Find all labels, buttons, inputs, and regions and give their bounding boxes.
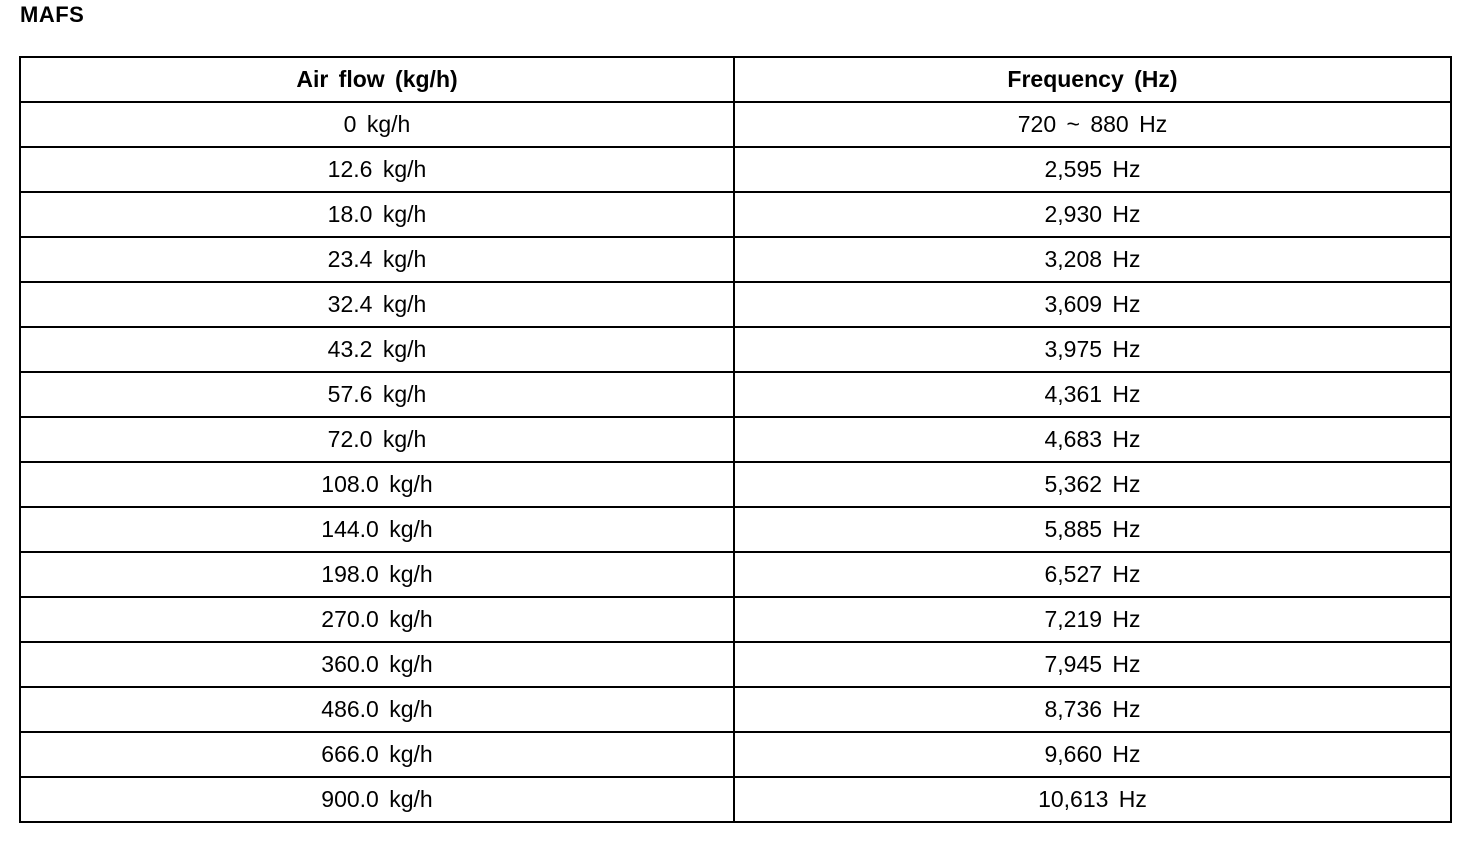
table-row [20,102,1451,147]
table-row [20,462,1451,507]
air-flow-cell: 18.0 kg/h [20,192,734,237]
air-flow-cell: 486.0 kg/h [20,687,734,732]
table-row [20,552,1451,597]
table-row [20,597,1451,642]
air-flow-cell: 198.0 kg/h [20,552,734,597]
frequency-cell: 3,609 Hz [734,282,1451,327]
header-frequency: Frequency (Hz) [734,57,1451,102]
table-row [20,642,1451,687]
table-row [20,507,1451,552]
air-flow-cell: 900.0 kg/h [20,777,734,822]
frequency-cell: 3,975 Hz [734,327,1451,372]
table-row [20,777,1451,822]
frequency-cell: 2,930 Hz [734,192,1451,237]
frequency-cell: 7,219 Hz [734,597,1451,642]
air-flow-cell: 43.2 kg/h [20,327,734,372]
air-flow-cell: 144.0 kg/h [20,507,734,552]
air-flow-cell: 666.0 kg/h [20,732,734,777]
air-flow-cell: 360.0 kg/h [20,642,734,687]
table-row [20,147,1451,192]
frequency-cell: 7,945 Hz [734,642,1451,687]
mafs-spec-table [19,56,1452,823]
table-row [20,192,1451,237]
air-flow-cell: 72.0 kg/h [20,417,734,462]
frequency-cell: 5,362 Hz [734,462,1451,507]
table-row [20,687,1451,732]
frequency-cell: 5,885 Hz [734,507,1451,552]
table-row [20,372,1451,417]
air-flow-cell: 32.4 kg/h [20,282,734,327]
air-flow-cell: 12.6 kg/h [20,147,734,192]
table-row [20,237,1451,282]
table-row [20,417,1451,462]
frequency-cell: 4,361 Hz [734,372,1451,417]
table-row [20,282,1451,327]
page-title: MAFS [20,2,85,27]
table-body [20,102,1451,822]
air-flow-cell: 23.4 kg/h [20,237,734,282]
air-flow-cell: 270.0 kg/h [20,597,734,642]
air-flow-cell: 0 kg/h [20,102,734,147]
frequency-cell: 10,613 Hz [734,777,1451,822]
frequency-cell: 6,527 Hz [734,552,1451,597]
frequency-cell: 2,595 Hz [734,147,1451,192]
frequency-cell: 4,683 Hz [734,417,1451,462]
frequency-cell: 9,660 Hz [734,732,1451,777]
frequency-cell: 720 ~ 880 Hz [734,102,1451,147]
table-row [20,327,1451,372]
header-air-flow: Air flow (kg/h) [20,57,734,102]
table-row [20,732,1451,777]
frequency-cell: 8,736 Hz [734,687,1451,732]
air-flow-cell: 108.0 kg/h [20,462,734,507]
table-header-row [20,57,1451,102]
air-flow-cell: 57.6 kg/h [20,372,734,417]
frequency-cell: 3,208 Hz [734,237,1451,282]
